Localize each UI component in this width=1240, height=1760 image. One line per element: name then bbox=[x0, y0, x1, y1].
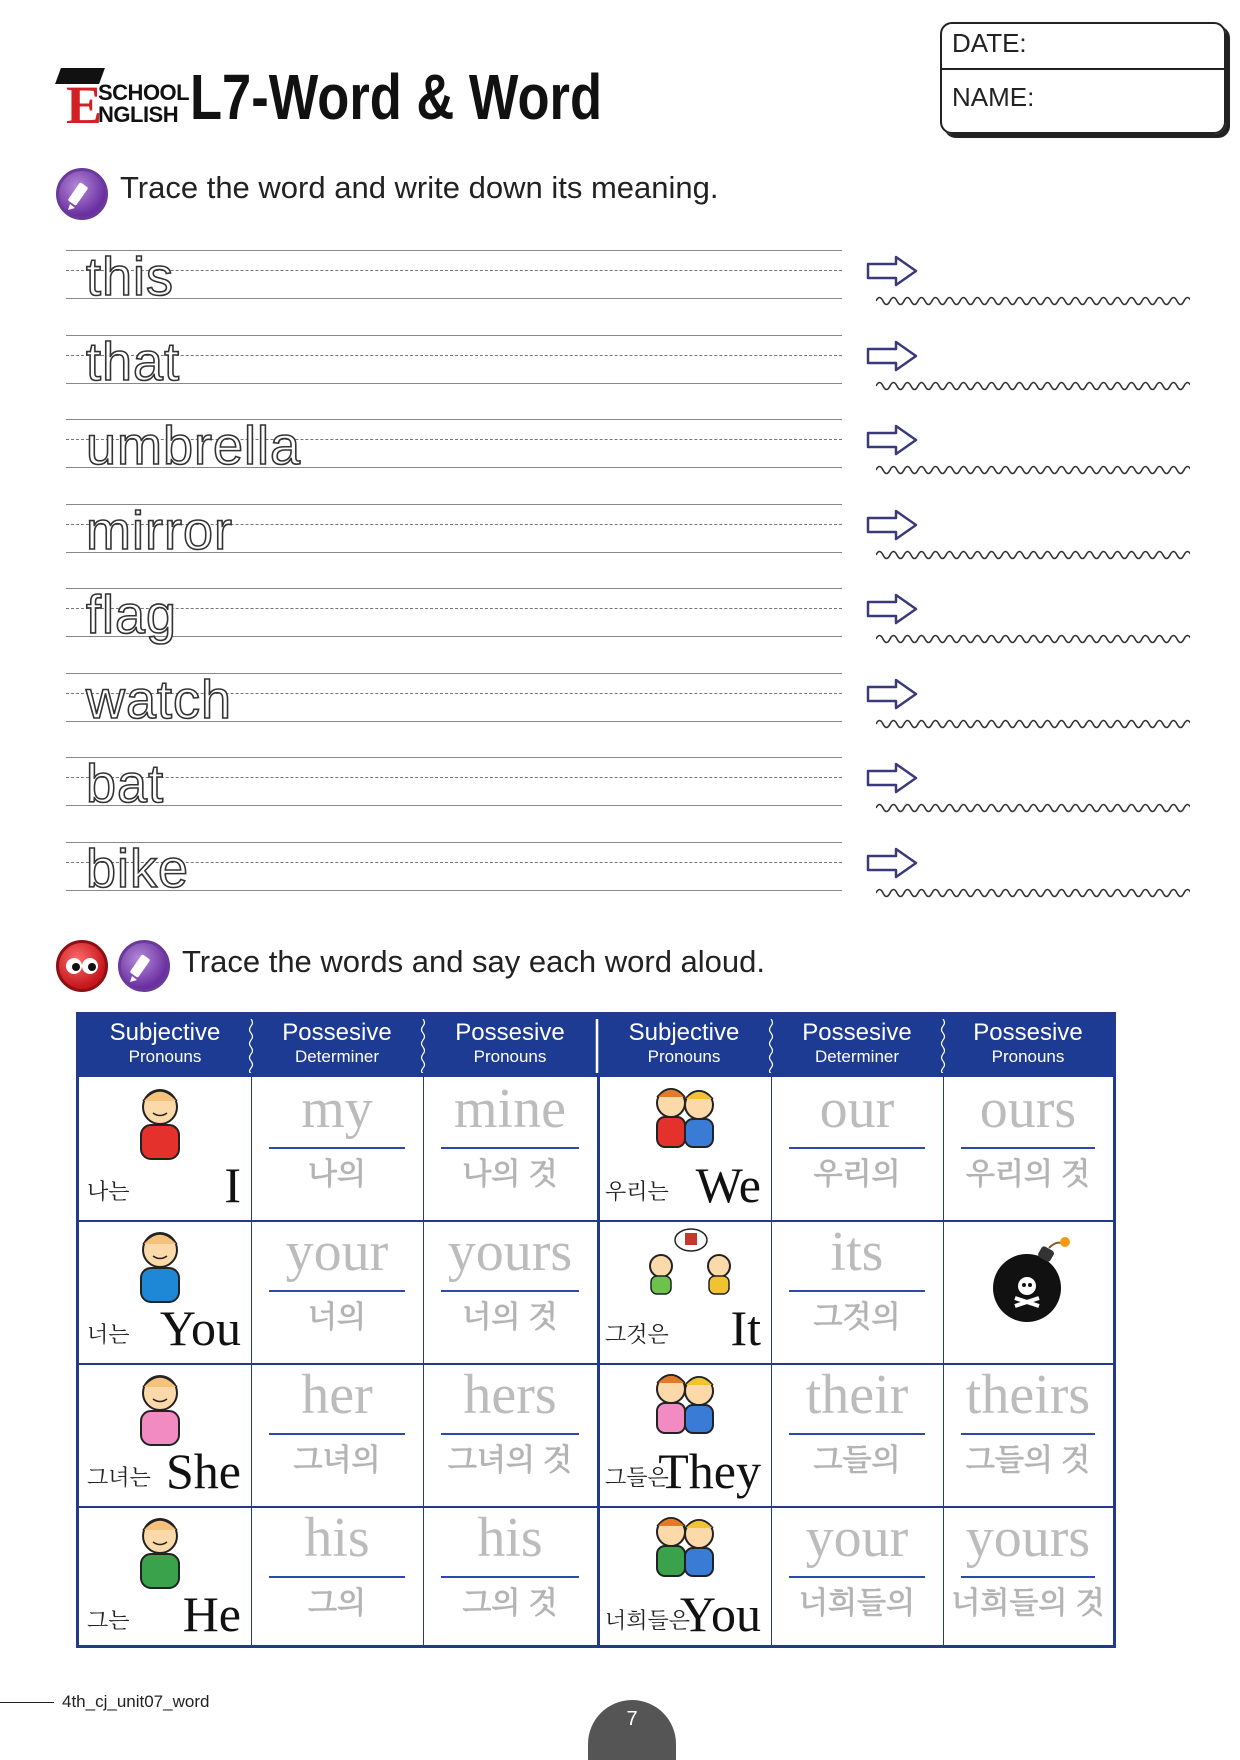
subjective-pronoun[interactable]: He bbox=[182, 1586, 241, 1642]
trace-base-line bbox=[66, 383, 842, 384]
pronoun-meaning-korean: 그의 것 bbox=[462, 1587, 558, 1620]
trace-row bbox=[66, 669, 842, 730]
pronoun-korean: 그것은 bbox=[605, 1322, 669, 1347]
trace-pronoun[interactable]: his bbox=[477, 1507, 543, 1569]
pronoun-underline bbox=[961, 1147, 1095, 1149]
pencil-icon bbox=[118, 940, 170, 992]
pronoun-korean: 너희들은 bbox=[605, 1608, 691, 1633]
page-title: L7-Word & Word bbox=[190, 61, 603, 133]
column-header-sub: Pronouns bbox=[128, 1047, 202, 1066]
date-label: DATE: bbox=[952, 28, 1027, 58]
trace-pronoun[interactable]: hers bbox=[463, 1364, 557, 1426]
trace-mid-line bbox=[66, 355, 842, 356]
header-divider bbox=[248, 1019, 254, 1073]
header-divider bbox=[594, 1019, 600, 1073]
trace-mid-line bbox=[66, 270, 842, 271]
trace-top-line bbox=[66, 588, 842, 589]
cartoon-kid-icon bbox=[125, 1512, 195, 1597]
column-header-sub: Determiner bbox=[814, 1047, 900, 1066]
pronoun-underline bbox=[441, 1433, 579, 1435]
column-header-main: Possesive bbox=[802, 1019, 912, 1046]
instruction-trace-meaning: Trace the word and write down its meaning. bbox=[120, 170, 719, 205]
trace-base-line bbox=[66, 805, 842, 806]
subjective-pronoun[interactable]: I bbox=[224, 1157, 241, 1213]
column-header-sub: Pronouns bbox=[647, 1047, 721, 1066]
meaning-answer-line[interactable] bbox=[876, 717, 1190, 731]
trace-pronoun[interactable]: your bbox=[805, 1507, 909, 1569]
pronoun-underline bbox=[789, 1576, 925, 1578]
pronoun-korean: 그들은 bbox=[605, 1465, 669, 1490]
pronoun-meaning-korean: 너의 것 bbox=[462, 1301, 558, 1334]
trace-pronoun[interactable]: theirs bbox=[965, 1364, 1091, 1426]
pronoun-underline bbox=[269, 1290, 405, 1292]
trace-word[interactable]: watch bbox=[86, 669, 233, 730]
pronoun-korean: 너는 bbox=[87, 1322, 130, 1347]
trace-pronoun[interactable]: yours bbox=[965, 1507, 1091, 1569]
eyes-icon bbox=[56, 940, 108, 992]
cartoon-kid-icon bbox=[643, 1512, 727, 1587]
pronoun-korean: 그는 bbox=[87, 1608, 130, 1633]
bomb-icon bbox=[987, 1234, 1075, 1331]
meaning-answer-line[interactable] bbox=[876, 548, 1190, 562]
school-english-logo bbox=[58, 68, 190, 135]
column-header bbox=[79, 1015, 251, 1077]
pronoun-meaning-korean: 우리의 bbox=[813, 1158, 901, 1191]
pronoun-meaning-korean: 우리의 것 bbox=[965, 1158, 1091, 1191]
trace-pronoun[interactable]: her bbox=[301, 1364, 373, 1426]
meaning-answer-line[interactable] bbox=[876, 379, 1190, 393]
pronoun-meaning-korean: 그의 bbox=[308, 1587, 366, 1620]
pronoun-meaning-korean: 그녀의 bbox=[293, 1444, 381, 1477]
column-header-main: Possesive bbox=[455, 1019, 565, 1046]
logo-letter: E bbox=[66, 75, 103, 135]
trace-row bbox=[66, 754, 842, 814]
column-header-sub: Pronouns bbox=[991, 1047, 1065, 1066]
trace-row bbox=[66, 331, 842, 392]
pronoun-meaning-korean: 그들의 bbox=[813, 1444, 901, 1477]
pronoun-underline bbox=[789, 1147, 925, 1149]
pronoun-underline bbox=[961, 1576, 1095, 1578]
subjective-pronoun[interactable]: She bbox=[166, 1443, 241, 1499]
pencil-icon bbox=[56, 168, 108, 220]
trace-word[interactable]: mirror bbox=[86, 500, 233, 561]
cartoon-kid-icon bbox=[125, 1226, 195, 1311]
footer-code: 4th_cj_unit07_word bbox=[62, 1692, 210, 1711]
column-header-sub: Determiner bbox=[294, 1047, 380, 1066]
trace-word[interactable]: bike bbox=[86, 838, 190, 899]
cartoon-kid-icon bbox=[643, 1083, 727, 1158]
pronoun-korean: 우리는 bbox=[605, 1179, 669, 1204]
pronoun-meaning-korean: 나의 것 bbox=[462, 1158, 558, 1191]
logo-line1: SCHOOL bbox=[98, 80, 190, 105]
meaning-answer-line[interactable] bbox=[876, 463, 1190, 477]
pronoun-meaning-korean: 그것의 bbox=[813, 1301, 901, 1334]
pronoun-meaning-korean: 너희들의 것 bbox=[951, 1587, 1105, 1620]
pronoun-table bbox=[76, 1012, 1116, 1648]
trace-pronoun[interactable]: its bbox=[830, 1221, 884, 1283]
pronoun-korean: 나는 bbox=[87, 1179, 130, 1204]
cartoon-kid-icon bbox=[125, 1083, 195, 1168]
trace-row bbox=[66, 247, 842, 307]
trace-word[interactable]: this bbox=[86, 247, 175, 307]
trace-word[interactable]: flag bbox=[86, 585, 178, 645]
arrow-right-icon bbox=[866, 592, 918, 626]
trace-pronoun[interactable]: their bbox=[805, 1364, 909, 1426]
subjective-pronoun[interactable]: We bbox=[695, 1157, 761, 1213]
trace-pronoun[interactable]: yours bbox=[447, 1221, 573, 1283]
arrow-right-icon bbox=[866, 254, 918, 288]
pronoun-underline bbox=[269, 1147, 405, 1149]
trace-base-line bbox=[66, 636, 842, 637]
name-label: NAME: bbox=[952, 82, 1035, 112]
pronoun-underline bbox=[789, 1290, 925, 1292]
meaning-answer-line[interactable] bbox=[876, 632, 1190, 646]
trace-mid-line bbox=[66, 777, 842, 778]
trace-word[interactable]: that bbox=[86, 331, 181, 392]
trace-mid-line bbox=[66, 608, 842, 609]
pronoun-underline bbox=[269, 1433, 405, 1435]
pronoun-meaning-korean: 나의 bbox=[308, 1158, 366, 1191]
trace-pronoun[interactable]: ours bbox=[979, 1078, 1077, 1140]
meaning-answer-line[interactable] bbox=[876, 294, 1190, 308]
pronoun-underline bbox=[789, 1433, 925, 1435]
instruction-trace-aloud: Trace the words and say each word aloud. bbox=[182, 944, 766, 979]
column-header-main: Possesive bbox=[973, 1019, 1083, 1046]
meaning-answer-line[interactable] bbox=[876, 801, 1190, 815]
pronoun-meaning-korean: 그녀의 것 bbox=[447, 1444, 573, 1477]
trace-row bbox=[66, 416, 842, 476]
arrow-right-icon bbox=[866, 508, 918, 542]
column-header-main: Subjective bbox=[109, 1019, 221, 1046]
column-divider bbox=[597, 1077, 600, 1645]
header-divider bbox=[940, 1019, 946, 1073]
logo-line2: NGLISH bbox=[98, 102, 179, 127]
trace-pronoun[interactable]: mine bbox=[454, 1078, 566, 1140]
trace-base-line bbox=[66, 298, 842, 299]
trace-word[interactable]: umbrella bbox=[86, 416, 302, 476]
trace-row bbox=[66, 585, 842, 645]
column-header-sub: Pronouns bbox=[473, 1047, 547, 1066]
arrow-right-icon bbox=[866, 423, 918, 457]
subjective-pronoun[interactable]: It bbox=[730, 1300, 761, 1356]
trace-pronoun[interactable]: my bbox=[301, 1078, 373, 1140]
cartoon-kid-icon bbox=[643, 1369, 727, 1444]
trace-pronoun[interactable]: our bbox=[819, 1078, 895, 1140]
header-divider bbox=[420, 1019, 426, 1073]
arrow-right-icon bbox=[866, 677, 918, 711]
subjective-pronoun[interactable]: You bbox=[159, 1300, 241, 1356]
column-header-main: Subjective bbox=[628, 1019, 740, 1046]
column-header bbox=[943, 1015, 1113, 1077]
arrow-right-icon bbox=[866, 846, 918, 880]
pronoun-meaning-korean: 너의 bbox=[308, 1301, 366, 1334]
date-name-divider bbox=[942, 68, 1224, 70]
subjective-pronoun[interactable]: You bbox=[679, 1586, 761, 1642]
trace-row bbox=[66, 838, 842, 899]
cartoon-kid-icon bbox=[125, 1369, 195, 1454]
arrow-right-icon bbox=[866, 761, 918, 795]
trace-pronoun[interactable]: your bbox=[285, 1221, 389, 1283]
pronoun-meaning-korean: 그들의 것 bbox=[965, 1444, 1091, 1477]
meaning-answer-line[interactable] bbox=[876, 886, 1190, 900]
pronoun-underline bbox=[441, 1576, 579, 1578]
trace-row bbox=[66, 500, 842, 561]
trace-top-line bbox=[66, 335, 842, 336]
pronoun-underline bbox=[441, 1147, 579, 1149]
page-number: 7 bbox=[626, 1708, 638, 1730]
trace-top-line bbox=[66, 757, 842, 758]
column-header bbox=[597, 1015, 771, 1077]
pronoun-underline bbox=[961, 1433, 1095, 1435]
arrow-right-icon bbox=[866, 339, 918, 373]
date-name-box bbox=[940, 22, 1226, 134]
pronoun-korean: 그녀는 bbox=[87, 1465, 151, 1490]
footer-rule bbox=[0, 1702, 54, 1703]
header-divider bbox=[768, 1019, 774, 1073]
column-header bbox=[423, 1015, 597, 1077]
pronoun-underline bbox=[269, 1576, 405, 1578]
trace-top-line bbox=[66, 250, 842, 251]
column-header-main: Possesive bbox=[282, 1019, 392, 1046]
column-header bbox=[771, 1015, 943, 1077]
pronoun-underline bbox=[441, 1290, 579, 1292]
column-header bbox=[251, 1015, 423, 1077]
subjective-pronoun[interactable]: They bbox=[658, 1443, 761, 1499]
pronoun-meaning-korean: 너희들의 bbox=[799, 1587, 915, 1620]
cartoon-kid-icon bbox=[643, 1226, 739, 1301]
trace-word[interactable]: bat bbox=[86, 754, 165, 814]
trace-pronoun[interactable]: his bbox=[304, 1507, 370, 1569]
table-header bbox=[79, 1015, 1113, 1077]
